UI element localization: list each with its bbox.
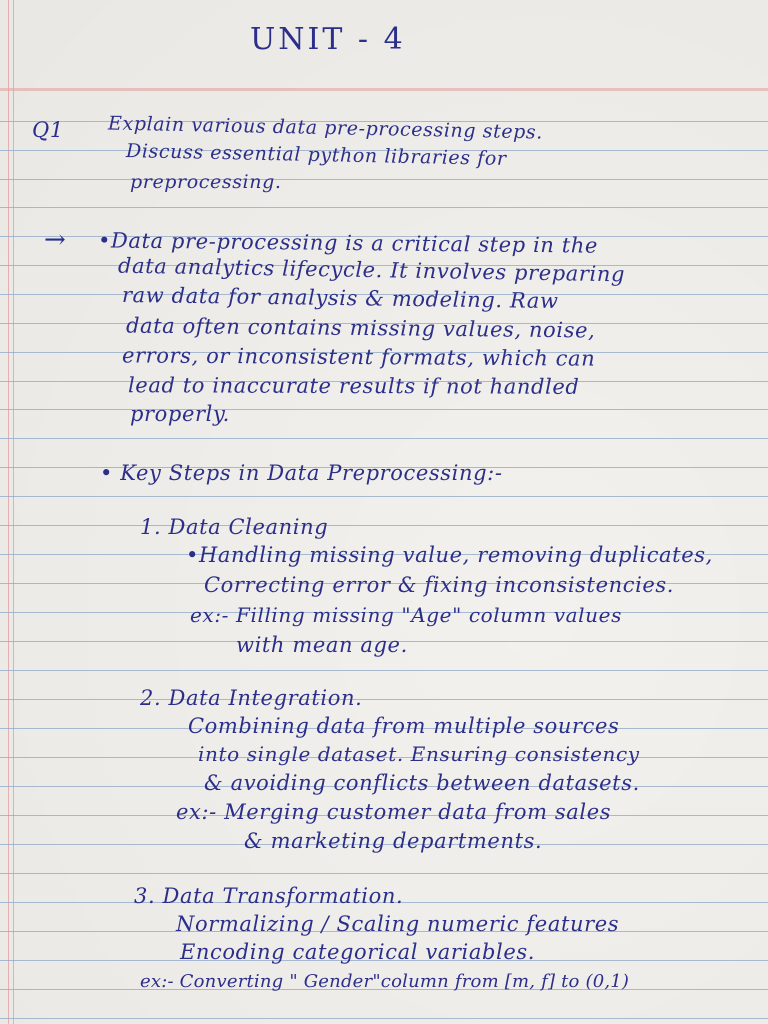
ruled-line bbox=[0, 873, 768, 874]
step-line: into single dataset. Ensuring consistency bbox=[198, 742, 640, 766]
step-line: Encoding categorical variables. bbox=[180, 940, 536, 964]
step-line: Correcting error & fixing inconsistencies. bbox=[204, 573, 675, 597]
intro-line: raw data for analysis & modeling. Raw bbox=[121, 282, 559, 314]
intro-line: data analytics lifecycle. It involves preparing bbox=[117, 253, 626, 287]
intro-line: lead to inaccurate results if not handled bbox=[127, 373, 580, 399]
intro-line: properly. bbox=[130, 402, 230, 426]
step-line: ex:- Merging customer data from sales bbox=[176, 800, 612, 824]
left-margin-line-2 bbox=[13, 0, 14, 1024]
ruled-line bbox=[0, 1018, 768, 1019]
intro-line: errors, or inconsistent formats, which can bbox=[121, 343, 596, 371]
question-line: Explain various data pre-processing steps. bbox=[107, 112, 544, 144]
ruled-line bbox=[0, 207, 768, 208]
ruled-line bbox=[0, 409, 768, 410]
ruled-line bbox=[0, 438, 768, 439]
step-line: ex:- Filling missing "Age" column values bbox=[190, 603, 622, 627]
arrow-icon: → bbox=[44, 225, 67, 255]
header-band bbox=[0, 88, 768, 91]
ruled-line bbox=[0, 699, 768, 700]
question-number: Q1 bbox=[32, 118, 64, 142]
page-heading: UNIT - 4 bbox=[250, 22, 406, 57]
step-line: & marketing departments. bbox=[244, 829, 543, 853]
step-title: 2. Data Integration. bbox=[140, 686, 363, 710]
ruled-line bbox=[0, 496, 768, 497]
ruled-line bbox=[0, 179, 768, 180]
question-line: Discuss essential python libraries for bbox=[125, 140, 507, 170]
question-line: preprocessing. bbox=[130, 171, 282, 193]
step-line: & avoiding conflicts between datasets. bbox=[204, 771, 640, 795]
key-steps-heading: • Key Steps in Data Preprocessing:- bbox=[100, 461, 503, 485]
step-line: Normalizing / Scaling numeric features bbox=[176, 912, 620, 936]
intro-line: data often contains missing values, noise, bbox=[125, 313, 596, 343]
step-line: Combining data from multiple sources bbox=[188, 714, 620, 738]
step-line: ex:- Converting " Gender"column from [m, f] to (0,1) bbox=[140, 971, 630, 992]
ruled-line bbox=[0, 670, 768, 671]
intro-line: •Data pre-processing is a critical step in the bbox=[97, 228, 599, 258]
step-line: •Handling missing value, removing duplicates, bbox=[186, 543, 713, 567]
step-title: 3. Data Transformation. bbox=[134, 884, 404, 908]
step-title: 1. Data Cleaning bbox=[140, 515, 329, 539]
step-line: with mean age. bbox=[236, 633, 408, 657]
left-margin-line bbox=[8, 0, 9, 1024]
ruled-line bbox=[0, 525, 768, 526]
